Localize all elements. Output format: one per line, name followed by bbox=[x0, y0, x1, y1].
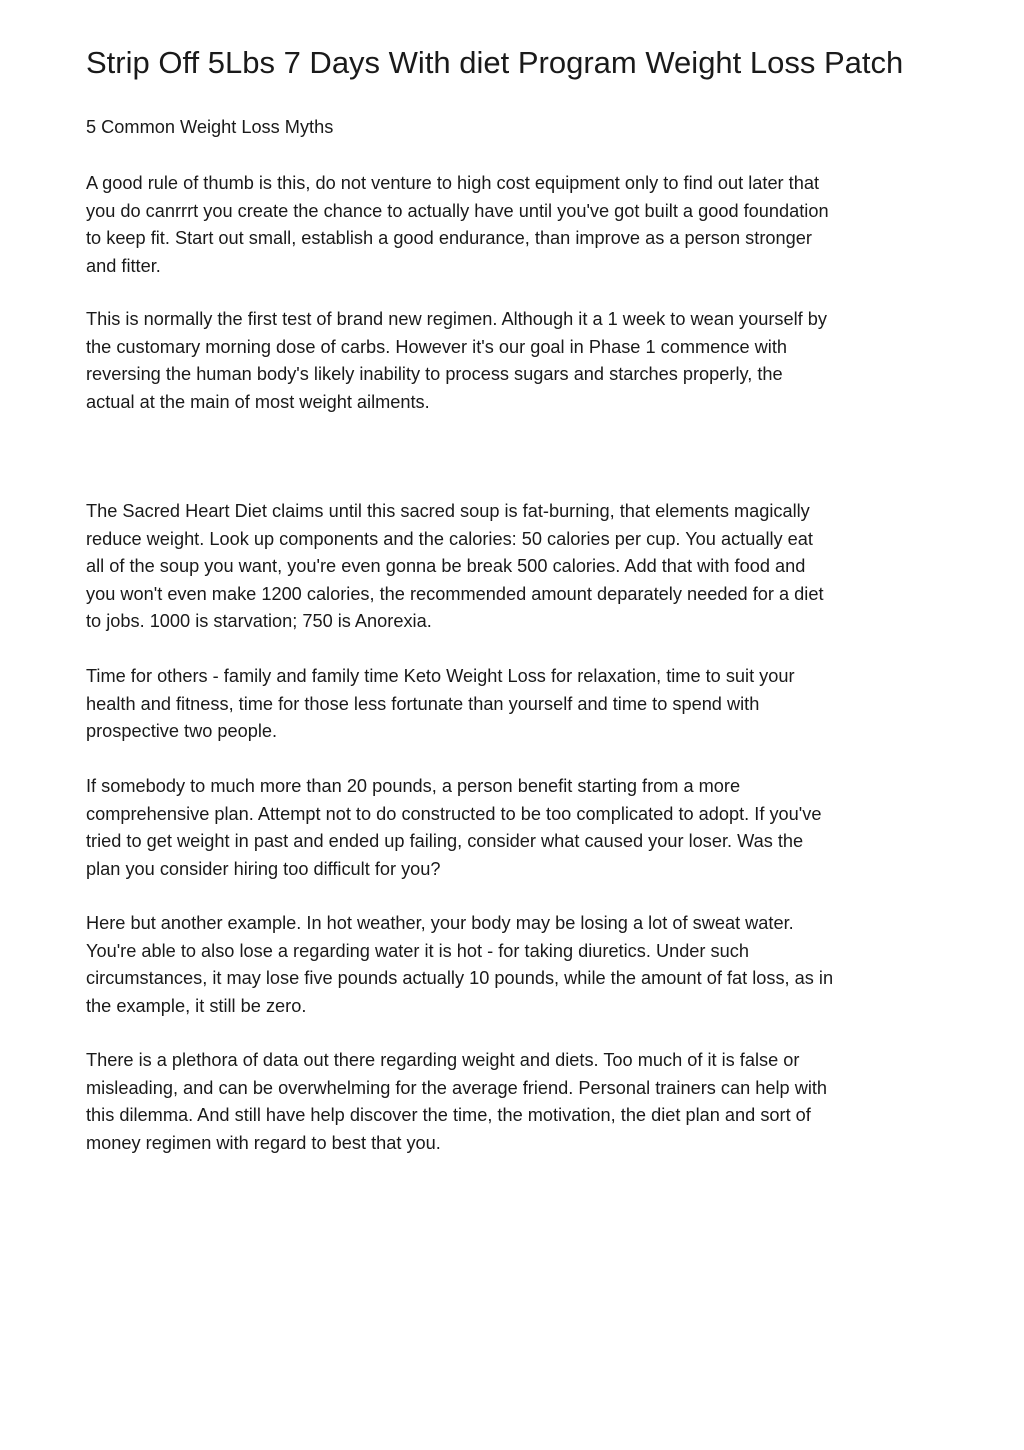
paragraph-line: prospective two people. bbox=[86, 721, 278, 741]
paragraph-line: Here but another example. In hot weather, your body may be losing a lot of sweat water. bbox=[86, 913, 794, 933]
paragraph-7 bbox=[86, 1047, 986, 1157]
paragraph-line: There is a plethora of data out there regarding weight and diets. Too much of it is false or bbox=[86, 1050, 800, 1070]
paragraph-line: actual at the main of most weight ailments. bbox=[86, 391, 430, 412]
paragraph-line: to jobs. 1000 is starvation; 750 is Anorexia. bbox=[86, 611, 432, 631]
paragraph-line: If somebody to much more than 20 pounds, a person benefit starting from a more bbox=[86, 776, 741, 796]
paragraph-3 bbox=[86, 498, 986, 636]
paragraph-6 bbox=[86, 910, 986, 1020]
paragraph-line: to keep fit. Start out small, establish a good endurance, than improve as a person stronger bbox=[86, 228, 812, 248]
paragraph-line: reduce weight. Look up components and the calories: 50 calories per cup. You actually eat bbox=[86, 528, 813, 549]
paragraph-line: health and fitness, time for those less fortunate than yourself and time to spend with bbox=[86, 693, 760, 714]
paragraph-line: the example, it still be zero. bbox=[86, 995, 307, 1016]
paragraph-line: Time for others - family and family time Keto Weight Loss for relaxation, time to suit your bbox=[86, 666, 795, 686]
paragraph-line: comprehensive plan. Attempt not to do constructed to be too complicated to adopt. If you've bbox=[86, 803, 822, 824]
document-subtitle: 5 Common Weight Loss Myths bbox=[86, 117, 334, 137]
paragraph-line: tried to get weight in past and ended up failing, consider what caused your loser. Was the bbox=[86, 831, 804, 851]
paragraph-line: money regimen with regard to best that you. bbox=[86, 1132, 441, 1153]
paragraph-line: you won't even make 1200 calories, the recommended amount deparately needed for a diet bbox=[86, 583, 824, 604]
paragraph-line: The Sacred Heart Diet claims until this sacred soup is fat-burning, that elements magically bbox=[86, 501, 810, 521]
paragraph-line: This is normally the first test of brand new regimen. Although it a 1 week to wean yourself by bbox=[86, 309, 827, 329]
paragraph-5 bbox=[86, 773, 986, 883]
paragraph-line: this dilemma. And still have help discover the time, the motivation, the diet plan and sort of bbox=[86, 1105, 811, 1125]
paragraph-4 bbox=[86, 663, 986, 746]
paragraph-1 bbox=[86, 170, 986, 280]
paragraph-line: reversing the human body's likely inability to process sugars and starches properly, the bbox=[86, 364, 783, 384]
paragraph-line: and fitter. bbox=[86, 255, 161, 276]
paragraph-line: all of the soup you want, you're even gonna be break 500 calories. Add that with food and bbox=[86, 556, 806, 576]
paragraph-line: You're able to also lose a regarding water it is hot - for taking diuretics. Under such bbox=[86, 940, 749, 961]
document-title: Strip Off 5Lbs 7 Days With diet Program Weight Loss Patch bbox=[86, 45, 904, 80]
paragraph-line: misleading, and can be overwhelming for the average friend. Personal trainers can help with bbox=[86, 1077, 828, 1098]
paragraph-line: A good rule of thumb is this, do not venture to high cost equipment only to find out later that bbox=[86, 173, 820, 193]
paragraph-line: plan you consider hiring too difficult for you? bbox=[86, 858, 441, 879]
paragraph-line: the customary morning dose of carbs. However it's our goal in Phase 1 commence with bbox=[86, 336, 787, 357]
paragraph-line: circumstances, it may lose five pounds actually 10 pounds, while the amount of fat loss, as in bbox=[86, 968, 834, 988]
paragraph-2 bbox=[86, 306, 986, 416]
paragraph-line: you do canrrrt you create the chance to actually have until you've got built a good foundation bbox=[86, 200, 829, 221]
